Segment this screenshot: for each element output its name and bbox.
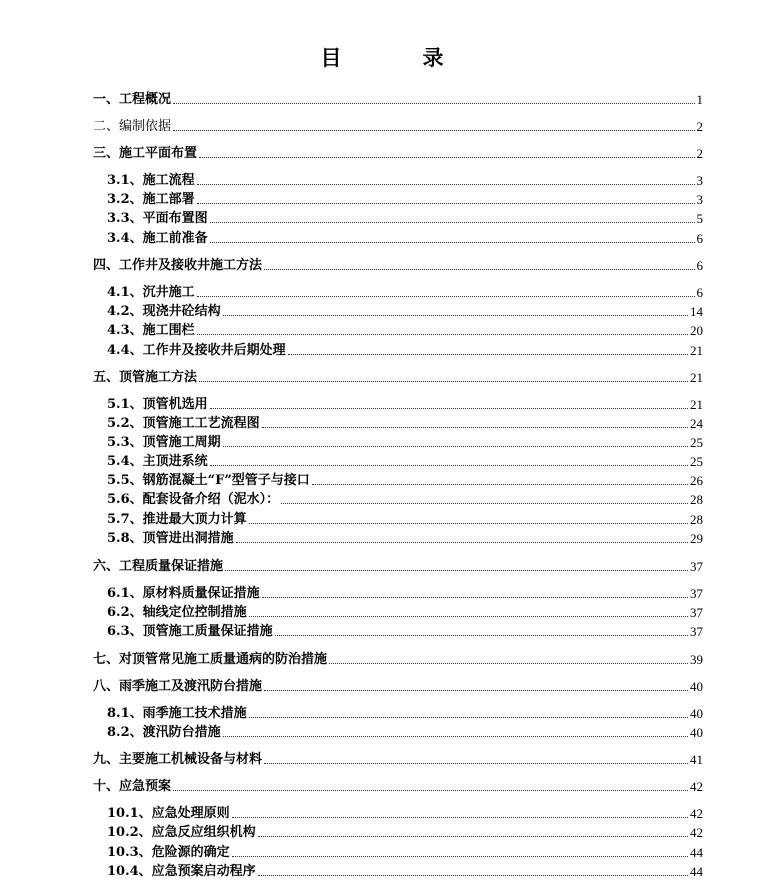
toc-page-number: 25 xyxy=(690,454,703,469)
dot-leader xyxy=(264,268,694,270)
dot-leader xyxy=(264,762,688,764)
dot-leader xyxy=(197,202,695,204)
toc-entry-title: 5.5、钢筋混凝土“F”型管子与接口 xyxy=(107,473,310,488)
toc-page-number: 25 xyxy=(690,435,703,450)
toc-entry-title: 5.4、主顶进系统 xyxy=(107,454,208,469)
toc-subentry[interactable] xyxy=(107,603,703,621)
dot-leader xyxy=(199,380,688,382)
toc-subentry[interactable] xyxy=(107,510,703,528)
dot-leader xyxy=(236,541,688,543)
toc-subentry[interactable] xyxy=(107,452,703,470)
toc-entry-title: 6.1、原材料质量保证措施 xyxy=(107,586,260,601)
dot-leader xyxy=(312,483,688,485)
dot-leader xyxy=(329,662,688,664)
toc-entry-title: 五、顶管施工方法 xyxy=(93,370,198,385)
toc-page-number: 21 xyxy=(690,397,703,412)
dot-leader xyxy=(262,596,688,598)
dot-leader xyxy=(232,855,688,857)
toc-page-number: 20 xyxy=(690,323,703,338)
toc-entry[interactable] xyxy=(93,750,703,768)
dot-leader xyxy=(249,716,688,718)
toc-subentry[interactable] xyxy=(107,171,703,189)
toc-entry-title: 5.1、顶管机选用 xyxy=(107,397,208,412)
toc-page-number: 37 xyxy=(690,586,703,601)
toc-page-number: 40 xyxy=(690,725,703,740)
toc-entry-title: 4.3、施工围栏 xyxy=(107,323,195,338)
toc-subentry[interactable] xyxy=(107,490,703,508)
dot-leader xyxy=(197,295,695,297)
toc-entry[interactable] xyxy=(93,90,703,108)
toc-page-number: 6 xyxy=(696,231,703,246)
toc-subentry[interactable] xyxy=(107,341,703,359)
toc-entry-title: 10.4、应急预案启动程序 xyxy=(107,864,256,879)
toc-subentry[interactable] xyxy=(107,704,703,722)
toc-entry[interactable] xyxy=(93,650,703,668)
dot-leader xyxy=(210,221,695,223)
toc-page-number: 40 xyxy=(690,679,703,694)
toc-page-number: 40 xyxy=(690,706,703,721)
toc-page-number: 14 xyxy=(690,304,703,319)
toc-page-number: 39 xyxy=(690,652,703,667)
toc-subentry[interactable] xyxy=(107,229,703,247)
toc-entry-title: 4.1、沉井施工 xyxy=(107,285,195,300)
dot-leader xyxy=(210,241,695,243)
toc-entry[interactable] xyxy=(93,677,703,695)
toc-entry-title: 5.7、推进最大顶力计算 xyxy=(107,512,247,527)
toc-entry-title: 十、应急预案 xyxy=(93,779,172,794)
toc-page-number: 28 xyxy=(690,492,703,507)
dot-leader xyxy=(258,874,688,876)
toc-page-number: 2 xyxy=(696,146,703,161)
toc-subentry[interactable] xyxy=(107,862,703,880)
toc-page-number: 37 xyxy=(690,624,703,639)
dot-leader xyxy=(262,426,688,428)
page-title: 目 录 xyxy=(320,45,474,70)
dot-leader xyxy=(288,353,688,355)
toc-page-number: 21 xyxy=(690,343,703,358)
dot-leader xyxy=(223,314,688,316)
toc-page-number: 6 xyxy=(696,258,703,273)
dot-leader xyxy=(197,183,695,185)
dot-leader xyxy=(210,464,688,466)
toc-entry-title: 5.2、顶管施工工艺流程图 xyxy=(107,416,260,431)
toc-entry-title: 6.2、轴线定位控制措施 xyxy=(107,605,247,620)
toc-subentry[interactable] xyxy=(107,723,703,741)
toc-subentry[interactable] xyxy=(107,321,703,339)
toc-entry-title: 三、施工平面布置 xyxy=(93,146,198,161)
toc-page-number: 3 xyxy=(696,173,703,188)
toc-entry-title: 8.1、雨季施工技术措施 xyxy=(107,706,247,721)
toc-entry-title: 3.3、平面布置图 xyxy=(107,211,208,226)
dot-leader xyxy=(197,333,688,335)
toc-page-number: 3 xyxy=(696,192,703,207)
toc-entry-title: 10.1、应急处理原则 xyxy=(107,806,230,821)
toc-subentry[interactable] xyxy=(107,209,703,227)
toc-entry-title: 3.4、施工前准备 xyxy=(107,231,208,246)
toc-page-number: 42 xyxy=(690,779,703,794)
toc-entry-title: 3.2、施工部署 xyxy=(107,192,195,207)
toc-subentry[interactable] xyxy=(107,823,703,841)
toc-subentry[interactable] xyxy=(107,190,703,208)
toc-subentry[interactable] xyxy=(107,302,703,320)
toc-entry[interactable] xyxy=(93,368,703,386)
toc-page-number: 1 xyxy=(696,92,703,107)
toc-page-number: 28 xyxy=(690,512,703,527)
dot-leader xyxy=(225,569,688,571)
toc-page-number: 6 xyxy=(696,285,703,300)
toc-subentry[interactable] xyxy=(107,433,703,451)
toc-entry-title: 二、编制依据 xyxy=(93,119,172,134)
toc-subentry[interactable] xyxy=(107,414,703,432)
toc-page-number: 41 xyxy=(690,752,703,767)
toc-page-number: 29 xyxy=(690,531,703,546)
dot-leader xyxy=(210,407,688,409)
dot-leader xyxy=(173,789,688,791)
toc-subentry[interactable] xyxy=(107,622,703,640)
dot-leader xyxy=(275,634,688,636)
toc-page-number: 24 xyxy=(690,416,703,431)
toc-page-number: 26 xyxy=(690,473,703,488)
dot-leader xyxy=(232,816,688,818)
dot-leader xyxy=(173,129,694,131)
dot-leader xyxy=(281,502,688,504)
toc-page-number: 2 xyxy=(696,119,703,134)
toc-page-number: 44 xyxy=(690,845,703,860)
toc-page-number: 42 xyxy=(690,825,703,840)
toc-entry-title: 七、对顶管常见施工质量通病的防治措施 xyxy=(93,652,328,667)
toc-entry-title: 九、主要施工机械设备与材料 xyxy=(93,752,263,767)
toc-subentry[interactable] xyxy=(107,804,703,822)
dot-leader xyxy=(173,102,694,104)
toc-subentry[interactable] xyxy=(107,843,703,861)
toc-entry-title: 八、雨季施工及渡汛防台措施 xyxy=(93,679,263,694)
toc-subentry[interactable] xyxy=(107,283,703,301)
dot-leader xyxy=(258,835,688,837)
toc-page-number: 37 xyxy=(690,605,703,620)
toc-subentry[interactable] xyxy=(107,584,703,602)
toc-entry-title: 10.3、危险源的确定 xyxy=(107,845,230,860)
dot-leader xyxy=(249,615,688,617)
toc-entry-title: 5.8、顶管进出洞措施 xyxy=(107,531,234,546)
toc-page-number: 21 xyxy=(690,370,703,385)
toc-subentry[interactable] xyxy=(107,471,703,489)
toc-entry-title: 8.2、渡汛防台措施 xyxy=(107,725,221,740)
toc-subentry[interactable] xyxy=(107,529,703,547)
dot-leader xyxy=(264,689,688,691)
toc-entry-title: 4.2、现浇井砼结构 xyxy=(107,304,221,319)
dot-leader xyxy=(199,156,694,158)
toc-entry-title: 四、工作井及接收井施工方法 xyxy=(93,258,263,273)
toc-entry[interactable] xyxy=(93,777,703,795)
toc-entry[interactable] xyxy=(93,557,703,575)
toc-page-number: 44 xyxy=(690,864,703,879)
toc-entry-title: 六、工程质量保证措施 xyxy=(93,559,224,574)
toc-page-number: 37 xyxy=(690,559,703,574)
toc-entry-title: 4.4、工作井及接收井后期处理 xyxy=(107,343,286,358)
toc-entry-title: 3.1、施工流程 xyxy=(107,173,195,188)
toc-entry[interactable] xyxy=(93,117,703,135)
toc-page-number: 5 xyxy=(696,211,703,226)
toc-entry[interactable] xyxy=(93,144,703,162)
toc-entry[interactable] xyxy=(93,256,703,274)
toc-entry-title: 5.3、顶管施工周期 xyxy=(107,435,221,450)
dot-leader xyxy=(223,445,688,447)
dot-leader xyxy=(249,522,688,524)
toc-entry-title: 6.3、顶管施工质量保证措施 xyxy=(107,624,273,639)
dot-leader xyxy=(223,735,688,737)
toc-entry-title: 5.6、配套设备介绍（泥水）： xyxy=(107,492,280,507)
toc-page-number: 42 xyxy=(690,806,703,821)
toc-subentry[interactable] xyxy=(107,395,703,413)
toc-entry-title: 一、工程概况 xyxy=(93,92,172,107)
toc-entry-title: 10.2、应急反应组织机构 xyxy=(107,825,256,840)
